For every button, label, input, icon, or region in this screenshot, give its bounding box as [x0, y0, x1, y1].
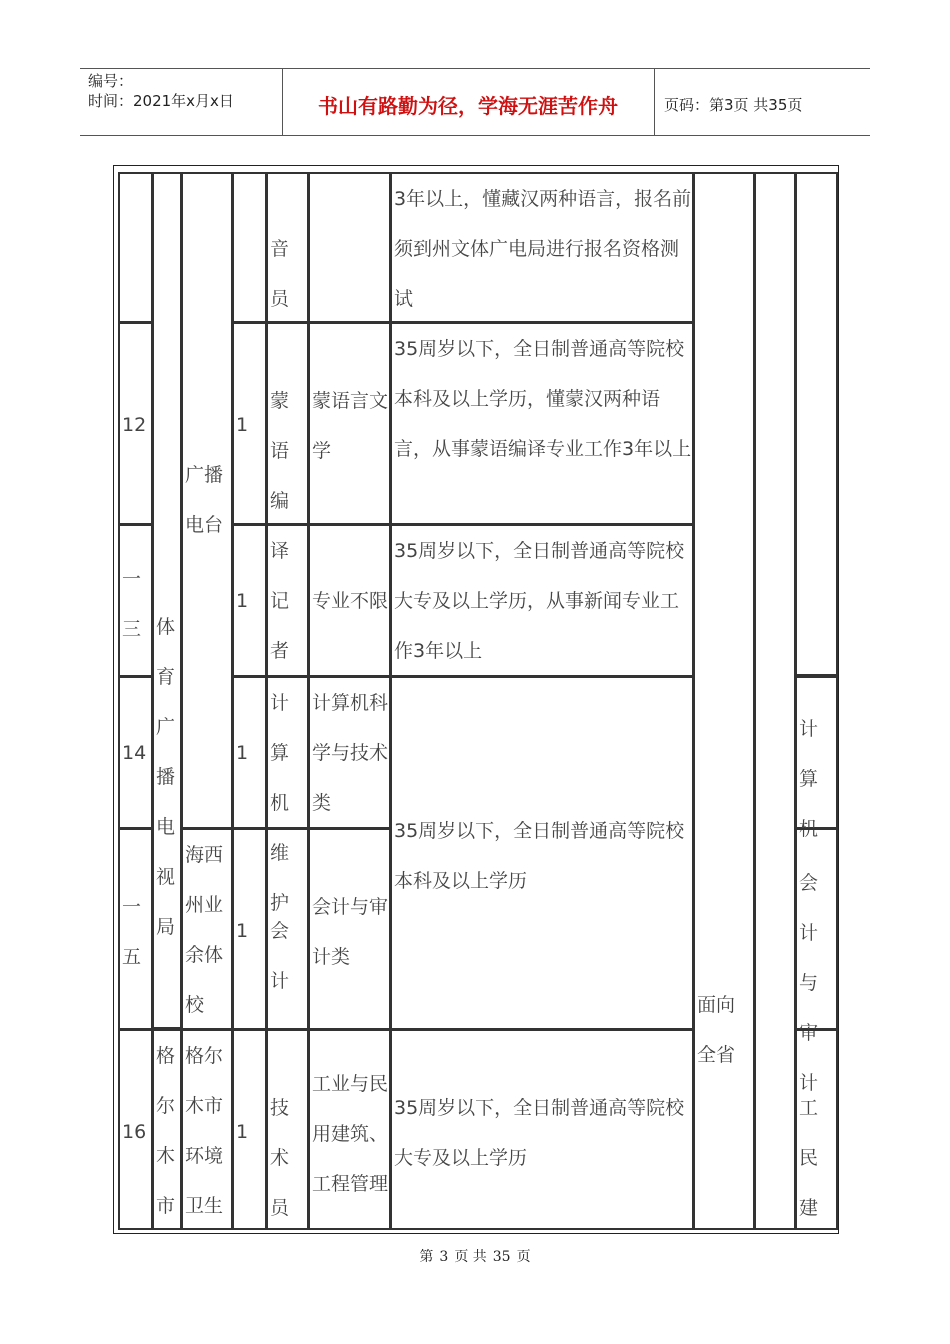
cell-r5-post: 技术员	[266, 1029, 309, 1230]
footer-mid: 页 共	[454, 1249, 487, 1265]
cell-r4-count: 1	[232, 828, 267, 1030]
cell-remarks	[754, 172, 796, 1230]
cell-r3-no: 14	[118, 676, 153, 829]
doc-time-label: 时间：2021年x月x日	[88, 92, 234, 110]
cell-r0-count	[232, 172, 267, 323]
header-page-label: 页码：第3页 共35页	[664, 96, 803, 114]
cell-r2-major: 专业不限	[308, 524, 391, 677]
cell-r2-post: 记者	[266, 524, 309, 677]
cell-r3-major: 计算机科学与技术类	[308, 676, 391, 829]
cell-r3-count: 1	[232, 676, 267, 829]
cell-r4-exam: 会计与审计	[795, 828, 838, 1030]
doc-number-label: 编号：	[88, 72, 134, 90]
cell-r5-unit: 格尔木市环境卫生	[181, 1029, 233, 1230]
cell-unit-broadcast: 广播电台	[181, 172, 233, 829]
cell-r0-exam	[795, 172, 838, 676]
header-divider-right	[654, 68, 655, 135]
cell-r5-count: 1	[232, 1029, 267, 1230]
cell-r5-requirements: 35周岁以下，全日制普通高等院校大专及以上学历	[390, 1029, 694, 1230]
cell-r3-post: 计算机维护	[266, 676, 309, 829]
cell-r2-no: 一三	[118, 524, 153, 677]
cell-r4-no: 一五	[118, 828, 153, 1030]
cell-r4-unit: 海西州业余体校	[181, 828, 233, 1030]
page-footer	[0, 1246, 950, 1266]
header-top-rule	[80, 68, 870, 69]
cell-r0-major	[308, 172, 391, 323]
cell-r1-count: 1	[232, 322, 267, 525]
cell-r5-major: 工业与民用建筑、工程管理	[308, 1029, 391, 1230]
cell-r1-requirements: 35周岁以下，全日制普通高等院校本科及以上学历，懂蒙汉两种语言，从事蒙语编译专业工作3年以上	[390, 322, 694, 525]
cell-r4-major: 会计与审计类	[308, 828, 391, 1030]
footer-prefix: 第	[419, 1249, 434, 1265]
cell-r5-exam: 工民建	[795, 1029, 838, 1230]
cell-r0-no	[118, 172, 153, 323]
cell-r1-major: 蒙语言文学	[308, 322, 391, 525]
cell-scope: 面向全省	[693, 172, 755, 1230]
cell-dept-sports: 体育广播电视局	[152, 172, 182, 1029]
cell-r5-no: 16	[118, 1029, 153, 1230]
cell-r2-requirements: 35周岁以下，全日制普通高等院校大专及以上学历，从事新闻专业工作3年以上	[390, 524, 694, 677]
header-motto: 书山有路勤为径，学海无涯苦作舟	[318, 94, 618, 118]
cell-r0-post: 音员	[266, 172, 309, 323]
footer-total-pages: 35	[492, 1249, 511, 1265]
cell-r1-no: 12	[118, 322, 153, 525]
cell-r3-exam: 计算机	[795, 676, 838, 829]
cell-r5-dept: 格尔木市	[152, 1029, 182, 1230]
header-bottom-rule	[80, 135, 870, 136]
footer-suffix: 页	[516, 1249, 531, 1265]
cell-r4-post: 会计	[266, 828, 309, 1030]
cell-r2-count: 1	[232, 524, 267, 677]
cell-r3r4-requirements: 35周岁以下，全日制普通高等院校本科及以上学历	[390, 676, 694, 1030]
footer-page-number: 3	[439, 1249, 449, 1265]
cell-r1-post: 蒙语编译	[266, 322, 309, 525]
cell-r0-requirements: 3年以上，懂藏汉两种语言，报名前须到州文体广电局进行报名资格测试	[390, 172, 694, 323]
